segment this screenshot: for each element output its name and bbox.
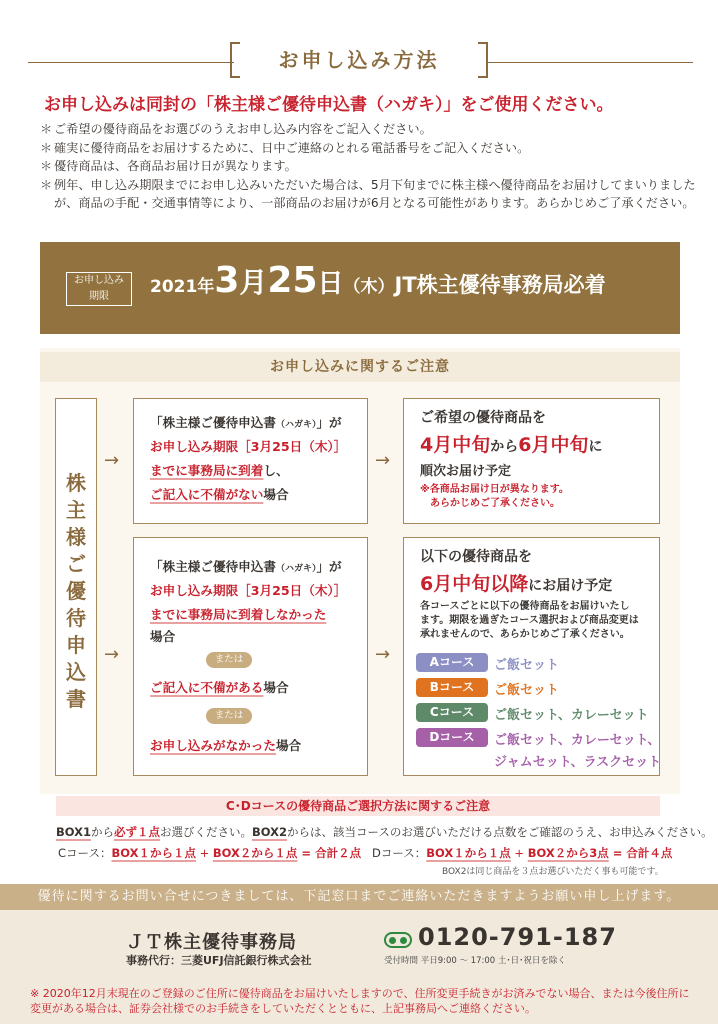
case1-line4: ご記入に不備がない場合 — [150, 487, 289, 502]
cd-notes-line1: BOX1から必ず１点お選びください。BOX2からは、該当コースのお選びいただける点数をご確認のうえ、お申込みください。 — [56, 825, 713, 839]
result2-line1: 以下の優待商品を — [420, 549, 532, 565]
vertical-label: 株 主 様 ご 優 待 申 込 書 — [66, 471, 86, 711]
course-tag-c: Cコース — [416, 703, 488, 722]
header-bracket-left — [230, 42, 240, 78]
office-agent: 事務代行：三菱UFJ信託銀行株式会社 — [126, 954, 312, 967]
result2-desc2: ます。期限を過ぎたコース選択および商品変更は — [420, 615, 639, 626]
case2-line2: お申し込み期限［3月25日（木）］ — [150, 583, 347, 598]
result2-desc1: 各コースごとに以下の優待商品をお届けいたし — [420, 601, 630, 612]
header-bracket-right — [478, 42, 488, 78]
arrow-right-icon: → — [375, 644, 391, 665]
cd-notes-small: BOX2は同じ商品を３点お選びいただく事も可能です。 — [442, 867, 664, 877]
deadline-banner — [40, 242, 680, 334]
note-item: ＊ 確実に優待商品をお届けするために、日中ご連絡のとれる電話番号をご記入ください。 — [40, 140, 530, 155]
arrow-right-icon: → — [375, 450, 391, 471]
cd-course-c-rule: Cコース：BOX１から１点 + BOX２から１点 = 合計２点 — [58, 846, 362, 860]
case2-line5: ご記入に不備がある場合 — [150, 680, 289, 695]
arrow-right-icon: → — [104, 644, 120, 665]
result1-note1: ※各商品お届け日が異なります。 — [420, 484, 569, 495]
note-item: ＊ 例年、申し込み期限までにお申し込みいただいた場合は、5月下旬までに株主様へ優待商品をお届けしてまいりましたが、商品の手配・交通事情等により、一部商品のお届けが6月となる可能性があります。あらかじめご了承ください。 — [40, 177, 696, 210]
course-item-b: ご飯セット — [494, 683, 560, 698]
result1-box — [403, 398, 660, 524]
result1-note2: あらかじめご了承ください。 — [430, 498, 560, 509]
header-divider-right — [488, 62, 693, 63]
case2-line3: までに事務局に到着しなかった — [150, 607, 327, 622]
phone-number[interactable]: 0120-791-187 — [418, 923, 617, 951]
note-item: ＊ ご希望の優待商品をお選びのうえお申し込み内容をご記入ください。 — [40, 122, 432, 136]
course-item-d: ご飯セット、カレーセット、 — [494, 733, 661, 748]
course-tag-a: Aコース — [416, 653, 488, 672]
free-dial-icon — [384, 932, 412, 948]
course-item-d-2: ジャムセット、ラスクセット — [494, 755, 662, 770]
result1-line3: 順次お届け予定 — [420, 464, 512, 479]
result1-line1: ご希望の優待商品を — [420, 410, 546, 426]
page-title: お申し込み方法 — [278, 48, 440, 72]
note-item: ＊ 優待商品は、各商品お届け日が異なります。 — [40, 159, 297, 173]
notice-title: お申し込みに関するご注意 — [270, 359, 450, 375]
case1-line1: 「株主様ご優待申込書（ハガキ）」が — [150, 415, 342, 430]
case2-line6: お申し込みがなかった場合 — [150, 738, 302, 753]
arrow-right-icon: → — [104, 450, 120, 471]
phone-hours: 受付時間 平日9:00 ～ 17:00 土･日･祝日を除く — [384, 956, 566, 966]
case1-box — [133, 398, 368, 524]
case2-line1: 「株主様ご優待申込書（ハガキ）」が — [150, 559, 342, 574]
deadline-date: 2021年3月25日（木）JT株主優待事務局必着 — [150, 260, 606, 301]
result2-box — [403, 537, 660, 776]
case2-box — [133, 537, 368, 776]
deadline-label: お申し込み 期限 — [66, 272, 132, 306]
result1-line2: 4月中旬から6月中旬に — [420, 434, 603, 456]
cd-course-d-rule: Dコース：BOX１から１点 + BOX２から3点 = 合計４点 — [372, 846, 673, 860]
notes-list — [40, 120, 700, 213]
course-tag-b: Bコース — [416, 678, 488, 697]
case1-line3: までに事務局に到着し、 — [150, 463, 289, 478]
case2-line4: 場合 — [150, 629, 176, 644]
or-pill: または — [206, 708, 252, 724]
result2-desc3: 承れませんので、あらかじめご了承ください。 — [420, 629, 630, 640]
result2-line2: 6月中旬以降にお届け予定 — [420, 573, 613, 595]
footer-note: ※ 2020年12月末現在のご登録のご住所に優待商品をお届けいたしますので、住所変更手続きがお済みでない場合、または今後住所に変更がある場合は、証券会社様でのお手続きをしていただくとともに、上記事務局へご連絡ください。 — [30, 987, 690, 1015]
course-tag-d: Dコース — [416, 728, 488, 747]
header-divider-left — [28, 62, 234, 63]
cd-notes-title: C･Dコースの優待商品ご選択方法に関するご注意 — [225, 799, 491, 813]
course-item-a: ご飯セット — [494, 658, 560, 673]
or-pill: または — [206, 652, 252, 668]
office-name: ＪＴ株主優待事務局 — [126, 932, 297, 953]
case1-line2: お申し込み期限［3月25日（木）］ — [150, 439, 347, 454]
contact-band-text: 優待に関するお問い合せにつきましては、下記窓口までご連絡いただきますようお願い申し上げます。 — [37, 889, 681, 904]
course-item-c: ご飯セット、カレーセット — [494, 708, 649, 723]
main-instruction: お申し込みは同封の「株主様ご優待申込書（ハガキ）」をご使用ください。 — [44, 95, 614, 115]
